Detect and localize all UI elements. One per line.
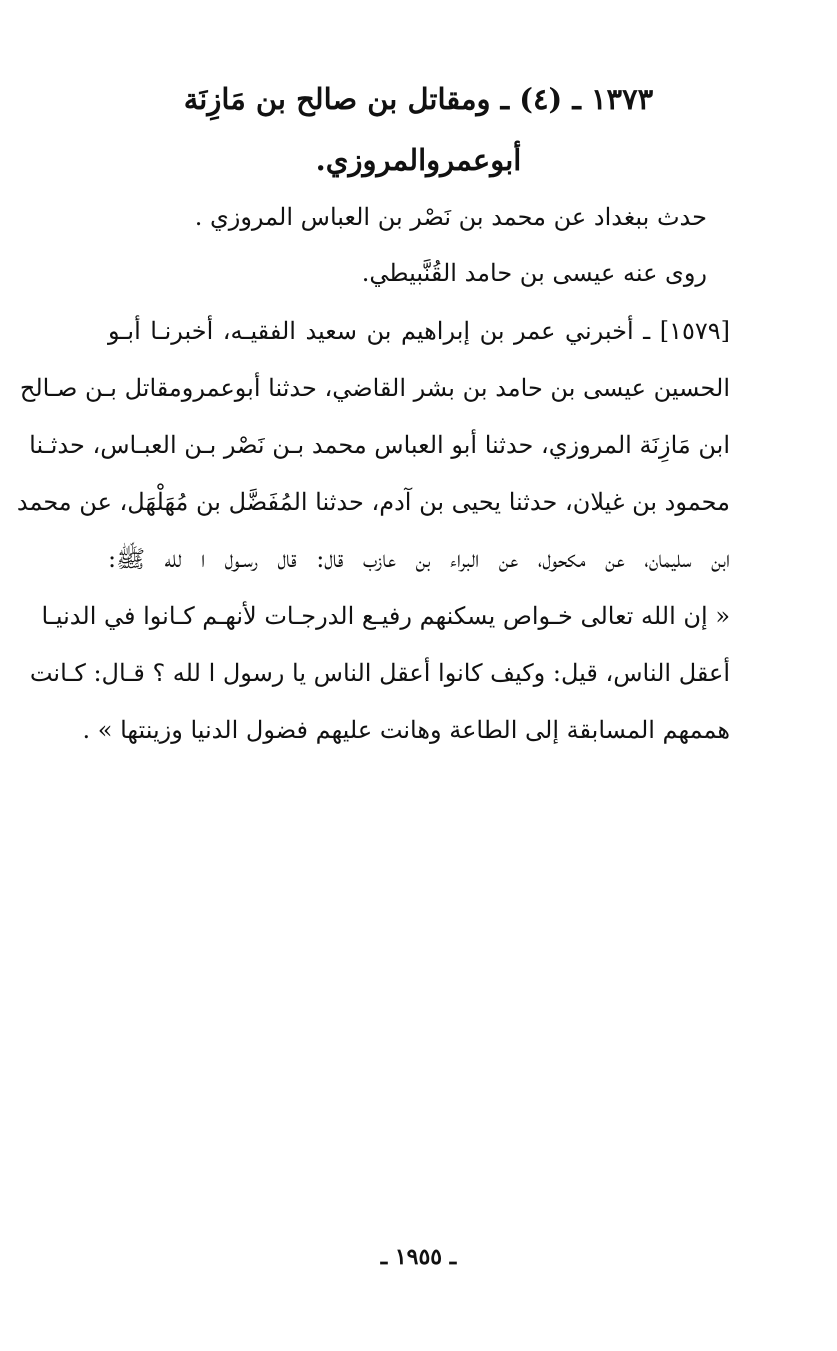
entry-heading-line-2: أبوعمروالمروزي.: [315, 143, 522, 177]
hadith-line-7: أعقل الناس، قيل: وكيف كانوا أعقل الناس يا رسول ا لله ؟ قـال: كـانت: [29, 659, 730, 687]
hadith-line-2: الحسين عيسى بن حامد بن بشر القاضي، حدثنا أبوعمرومقاتل بـن صـالح: [19, 374, 730, 402]
hadith-line-1: [١٥٧٩] ـ أخبرني عمر بن إبراهيم بن سعيد الفقيـه، أخبرنـا أبـو: [108, 317, 730, 345]
bio-line-transmitted: روى عنه عيسى بن حامد القُنَّبيطي.: [361, 259, 707, 287]
hadith-line-8: هممهم المسابقة إلى الطاعة وهانت عليهم فضول الدنيا وزينتها » .: [82, 716, 730, 744]
hadith-line-4: محمود بن غيلان، حدثنا يحيى بن آدم، حدثنا المُفَضَّل بن مُهَلْهَل، عن محمد: [16, 488, 730, 516]
hadith-line-6: « إن الله تعالى خـواص يسكنهم رفيـع الدرجـات لأنهـم كـانوا في الدنيـا: [41, 602, 730, 630]
page-number: ـ ١٩٥٥ ـ: [380, 1244, 457, 1270]
hadith-line-5: ابن سليمان، عن مكحول، عن البراء بن عازب قال: قال رسـول ا لله ﷺ:: [108, 545, 730, 573]
hadith-line-3: ابن مَازِنَة المروزي، حدثنا أبو العباس محمد بـن نَصْر بـن العبـاس، حدثـنا: [29, 431, 730, 459]
entry-heading-line-1: ١٣٧٣ ـ (٤) ـ ومقاتل بن صالح بن مَازِنَة: [183, 82, 654, 116]
bio-line-narrated: حدث ببغداد عن محمد بن نَصْر بن العباس المروزي .: [194, 203, 707, 231]
